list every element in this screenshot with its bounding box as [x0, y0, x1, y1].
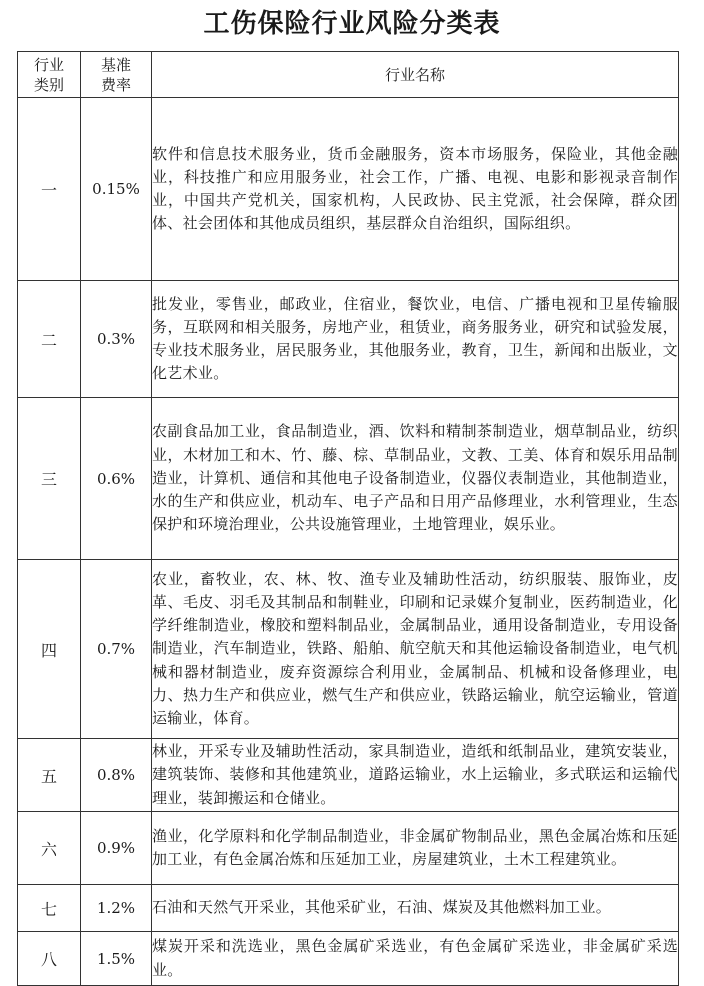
- row-rate: 1.5%: [81, 932, 152, 986]
- row-industry-names: 渔业，化学原料和化学制品制造业，非金属矿物制品业，黑色金属冶炼和压延加工业，有色金属冶炼和压延加工业，房屋建筑业，土木工程建筑业。: [152, 812, 679, 885]
- row-industry-names: 林业，开采专业及辅助性活动，家具制造业，造纸和纸制品业，建筑安装业，建筑装饰、装修和其他建筑业，道路运输业，水上运输业，多式联运和运输代理业，装卸搬运和仓储业。: [152, 739, 679, 812]
- table-row: [18, 739, 679, 812]
- row-category: 二: [18, 281, 81, 398]
- row-category: 八: [18, 932, 81, 986]
- table-row: [18, 281, 679, 398]
- row-category: 六: [18, 812, 81, 885]
- row-rate: 1.2%: [81, 885, 152, 932]
- table-row: [18, 932, 679, 986]
- table-row: [18, 885, 679, 932]
- header-category-line1: 行业: [33, 55, 64, 74]
- row-rate: 0.6%: [81, 398, 152, 560]
- header-category: [18, 52, 81, 98]
- risk-classification-table: [17, 51, 679, 986]
- row-rate: 0.3%: [81, 281, 152, 398]
- row-rate: 0.7%: [81, 560, 152, 739]
- row-rate: 0.15%: [81, 98, 152, 281]
- row-category: 七: [18, 885, 81, 932]
- table-row: [18, 98, 679, 281]
- row-industry-names: 煤炭开采和洗选业，黑色金属矿采选业，有色金属矿采选业，非金属矿采选业。: [152, 932, 679, 986]
- table-row: [18, 560, 679, 739]
- row-category: 一: [18, 98, 81, 281]
- row-industry-names: 农业，畜牧业，农、林、牧、渔专业及辅助性活动，纺织服装、服饰业，皮革、毛皮、羽毛及其制品和制鞋业，印刷和记录媒介复制业，医药制造业，化学纤维制造业，橡胶和塑料制品业，金属制品业，通用设备制造业，专用设备制造业，汽车制造业，铁路、船舶、航空航天和其他运输设备制造业，电气机械和器材制造业，废弃资源综合利用业，金属制品、机械和设备修理业，电力、热力生产和供应业，燃气生产和供应业，铁路运输业，航空运输业，管道运输业，体育。: [152, 560, 679, 739]
- table-row: [18, 398, 679, 560]
- row-rate: 0.8%: [81, 739, 152, 812]
- row-category: 五: [18, 739, 81, 812]
- header-rate-line2: 费率: [100, 75, 131, 94]
- header-category-line2: 类别: [33, 75, 64, 94]
- row-industry-names: 批发业，零售业，邮政业，住宿业，餐饮业，电信、广播电视和卫星传输服务，互联网和相关服务，房地产业，租赁业，商务服务业，研究和试验发展，专业技术服务业，居民服务业，其他服务业，教育，卫生，新闻和出版业，文化艺术业。: [152, 281, 679, 398]
- row-industry-names: 农副食品加工业，食品制造业，酒、饮料和精制茶制造业，烟草制品业，纺织业，木材加工和木、竹、藤、棕、草制品业，文教、工美、体育和娱乐用品制造业，计算机、通信和其他电子设备制造业，仪器仪表制造业，其他制造业，水的生产和供应业，机动车、电子产品和日用产品修理业，水利管理业，生态保护和环境治理业，公共设施管理业，土地管理业，娱乐业。: [152, 398, 679, 560]
- row-category: 三: [18, 398, 81, 560]
- row-industry-names: 石油和天然气开采业，其他采矿业，石油、煤炭及其他燃料加工业。: [152, 885, 679, 932]
- header-rate-line1: 基准: [100, 55, 131, 74]
- header-rate: [81, 52, 152, 98]
- page-title: 工伤保险行业风险分类表: [203, 9, 501, 39]
- row-rate: 0.9%: [81, 812, 152, 885]
- table-header-row: [18, 52, 679, 98]
- row-industry-names: 软件和信息技术服务业，货币金融服务，资本市场服务，保险业，其他金融业，科技推广和应用服务业，社会工作，广播、电视、电影和影视录音制作业，中国共产党机关，国家机构，人民政协、民主党派，社会保障，群众团体、社会团体和其他成员组织，基层群众自治组织，国际组织。: [152, 98, 679, 281]
- header-names: 行业名称: [152, 52, 679, 98]
- row-category: 四: [18, 560, 81, 739]
